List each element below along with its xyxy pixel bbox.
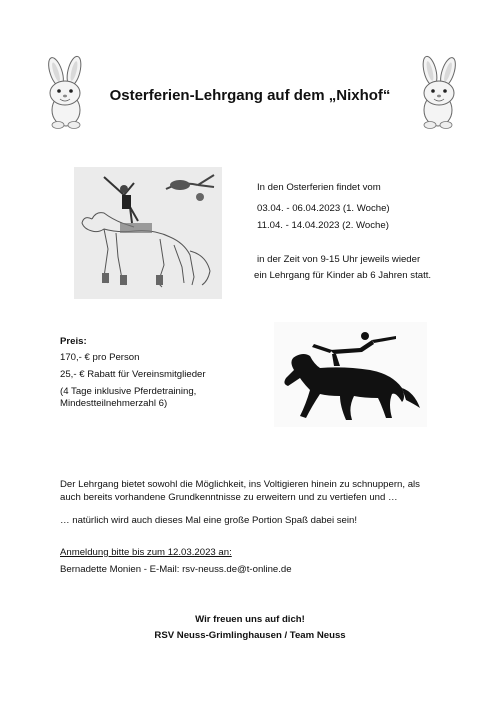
body-paragraph-1b: auch bereits vorhandene Grundkenntnisse zu erweitern und zu vertiefen und … (60, 492, 398, 503)
intro-line-1: In den Osterferien findet vom (257, 182, 381, 193)
week-1-dates: 03.04. - 06.04.2023 (1. Woche) (257, 203, 390, 214)
body-paragraph-1a: Der Lehrgang bietet sowohl die Möglichkeit, ins Voltigieren hinein zu schnuppern, als (60, 479, 420, 490)
intro-line-5: ein Lehrgang für Kinder ab 6 Jahren statt. (254, 270, 432, 281)
price-item-2: 25,- € Rabatt für Vereinsmitglieder (60, 369, 206, 380)
vaulting-drawing-image (74, 167, 222, 299)
body-paragraph-2: … natürlich wird auch dieses Mal eine große Portion Spaß dabei sein! (60, 515, 358, 526)
footer-line-2: RSV Neuss-Grimlinghausen / Team Neuss (154, 630, 346, 641)
price-item-1: 170,- € pro Person (60, 352, 140, 363)
registration-notice: Anmeldung bitte bis zum 12.03.2023 an: (60, 547, 232, 558)
intro-line-4: in der Zeit von 9-15 Uhr jeweils wieder (257, 254, 421, 265)
contact-line: Bernadette Monien - E-Mail: rsv-neuss.de@t-online.de (60, 564, 292, 575)
week-2-dates: 11.04. - 14.04.2023 (2. Woche) (257, 220, 389, 231)
price-note-1: (4 Tage inklusive Pferdetraining, (60, 386, 197, 397)
price-note-2: Mindestteilnehmerzahl 6) (60, 398, 168, 409)
vaulting-silhouette-image (274, 322, 427, 427)
footer-line-1: Wir freuen uns auf dich! (195, 614, 305, 625)
page-title: Osterferien-Lehrgang auf dem „Nixhof“ (109, 87, 391, 104)
price-label: Preis: (60, 336, 87, 347)
